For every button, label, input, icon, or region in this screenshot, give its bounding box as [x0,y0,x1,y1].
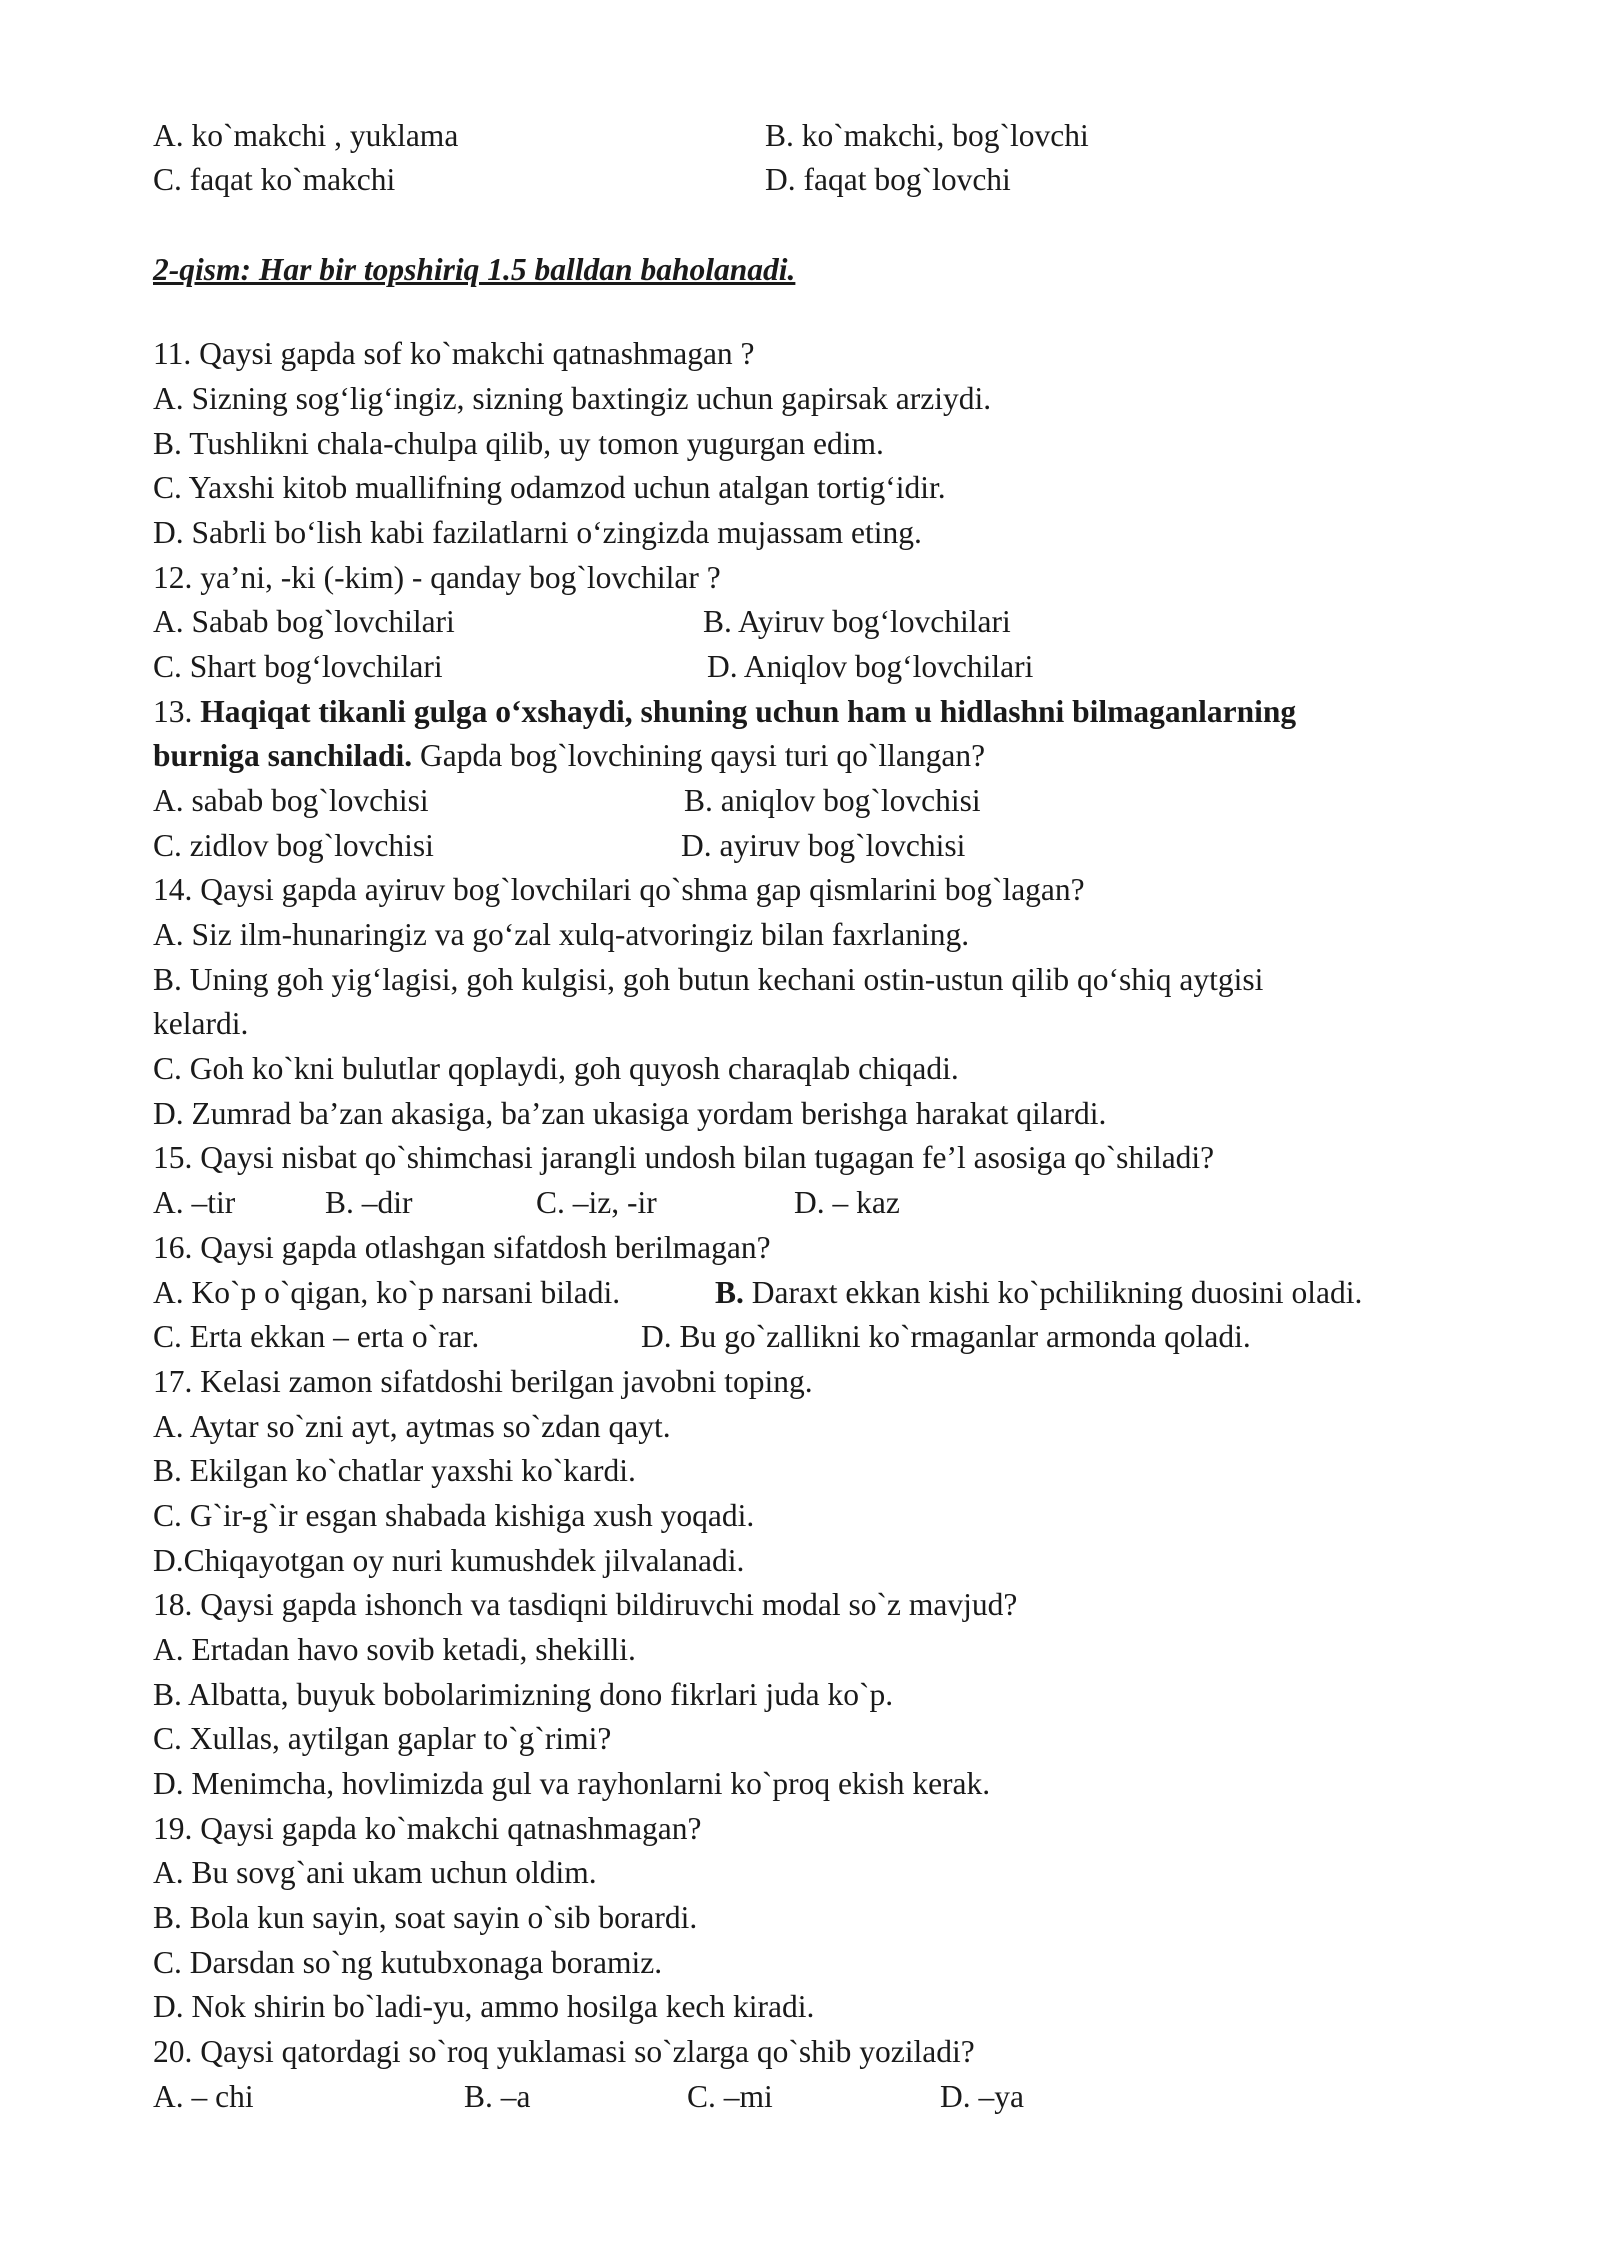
q13-quote-part-1: Haqiqat tikanli gulga o‘xshaydi, shuning uchun ham u hidlashni bilmaganlarning [200,694,1297,729]
q12-option-a: A. Sabab bog`lovchilari [153,604,455,639]
q11-question: 11. Qaysi gapda sof ko`makchi qatnashmagan ? [153,336,755,371]
q11-option-b: B. Tushlikni chala-chulpa qilib, uy tomon yugurgan edim. [153,426,884,461]
q13-option-c: C. zidlov bog`lovchisi [153,828,434,863]
q17-option-c: C. G`ir-g`ir esgan shabada kishiga xush yoqadi. [153,1498,755,1533]
q18-option-c: C. Xullas, aytilgan gaplar to`g`rimi? [153,1721,612,1756]
top-option-d: D. faqat bog`lovchi [765,162,1011,197]
q16-option-b [715,1273,1362,1313]
q19-question: 19. Qaysi gapda ko`makchi qatnashmagan? [153,1811,702,1846]
q15-question: 15. Qaysi nisbat qo`shimchasi jarangli undosh bilan tugagan fe’l asosiga qo`shiladi? [153,1140,1215,1175]
q14-option-c: C. Goh ko`kni bulutlar qoplaydi, goh quyosh charaqlab chiqadi. [153,1051,959,1086]
q18-option-a: A. Ertadan havo sovib ketadi, shekilli. [153,1632,636,1667]
q13-question-text: Gapda bog`lovchining qaysi turi qo`llangan? [419,738,986,773]
q18-option-b: B. Albatta, buyuk bobolarimizning dono fikrlari juda ko`p. [153,1677,894,1712]
q19-option-b: B. Bola kun sayin, soat sayin o`sib borardi. [153,1900,698,1935]
q17-option-d: D.Chiqayotgan oy nuri kumushdek jilvalanadi. [153,1543,745,1578]
q18-option-d: D. Menimcha, hovlimizda gul va rayhonlarni ko`proq ekish kerak. [153,1766,991,1801]
q16-options-row-1 [153,1273,1363,1313]
q12-option-c: C. Shart bog‘lovchilari [153,649,443,684]
q16-question: 16. Qaysi gapda otlashgan sifatdosh berilmagan? [153,1230,771,1265]
q13-option-d: D. ayiruv bog`lovchisi [681,828,966,863]
q20-option-b: B. –a [464,2079,531,2114]
q20-option-d: D. –ya [940,2079,1024,2114]
q13-quote-part-2: burniga sanchiladi. [153,738,413,773]
q13-options-row-1 [153,781,981,821]
top-options-row-1 [153,116,1089,156]
q12-question: 12. ya’ni, -ki (-kim) - qanday bog`lovchilar ? [153,560,721,595]
q14-option-b-line-2: kelardi. [153,1006,249,1041]
q12-option-b: B. Ayiruv bog‘lovchilari [703,604,1011,639]
q20-option-a: A. – chi [153,2079,254,2114]
q18-question: 18. Qaysi gapda ishonch va tasdiqni bildiruvchi modal so`z mavjud? [153,1587,1018,1622]
q11-option-d: D. Sabrli bo‘lish kabi fazilatlarni o‘zingizda mujassam eting. [153,515,922,550]
q20-option-c: C. –mi [687,2079,773,2114]
q13-number: 13. [153,694,193,729]
q13-question-line-1 [153,692,1296,732]
q14-option-a: A. Siz ilm-hunaringiz va go‘zal xulq-atvoringiz bilan faxrlaning. [153,917,970,952]
q14-question: 14. Qaysi gapda ayiruv bog`lovchilari qo`shma gap qismlarini bog`lagan? [153,872,1085,907]
q20-question: 20. Qaysi qatordagi so`roq yuklamasi so`zlarga qo`shib yoziladi? [153,2034,975,2069]
q16-options-row-2 [153,1317,1251,1357]
q13-option-a: A. sabab bog`lovchisi [153,783,429,818]
q16-option-b-letter: B. [715,1275,744,1310]
q19-option-c: C. Darsdan so`ng kutubxonaga boramiz. [153,1945,663,1980]
q14-option-b-line-1: B. Uning goh yig‘lagisi, goh kulgisi, goh butun kechani ostin-ustun qilib qo‘shiq aytgisi [153,962,1264,997]
q12-option-d: D. Aniqlov bog‘lovchilari [707,649,1034,684]
q17-option-b: B. Ekilgan ko`chatlar yaxshi ko`kardi. [153,1453,636,1488]
q16-option-c: C. Erta ekkan – erta o`rar. [153,1319,480,1354]
q17-option-a: A. Aytar so`zni ayt, aytmas so`zdan qayt. [153,1409,671,1444]
q13-option-b: B. aniqlov bog`lovchisi [684,783,981,818]
q11-option-a: A. Sizning sog‘lig‘ingiz, sizning baxtingiz uchun gapirsak arziydi. [153,381,992,416]
q12-options-row-1 [153,602,1011,642]
q11-option-c: C. Yaxshi kitob muallifning odamzod uchun atalgan tortig‘idir. [153,470,946,505]
q20-options-row [153,2077,1024,2117]
q15-option-b: B. –dir [325,1185,413,1220]
top-options-row-2 [153,160,1011,200]
top-option-c: C. faqat ko`makchi [153,162,396,197]
section-heading: 2-qism: Har bir topshiriq 1.5 balldan baholanadi. [153,252,796,287]
top-option-b: B. ko`makchi, bog`lovchi [765,118,1089,153]
q17-question: 17. Kelasi zamon sifatdoshi berilgan javobni toping. [153,1364,813,1399]
q15-option-a: A. –tir [153,1185,236,1220]
q19-option-a: A. Bu sovg`ani ukam uchun oldim. [153,1855,597,1890]
q14-option-d: D. Zumrad ba’zan akasiga, ba’zan ukasiga yordam berishga harakat qilardi. [153,1096,1107,1131]
q12-options-row-2 [153,647,1034,687]
q16-option-d: D. Bu go`zallikni ko`rmaganlar armonda qoladi. [641,1319,1251,1354]
q13-question-line-2 [153,736,985,776]
q16-option-a: A. Ko`p o`qigan, ko`p narsani biladi. [153,1275,621,1310]
q15-option-d: D. – kaz [794,1185,900,1220]
q13-options-row-2 [153,826,966,866]
q15-options-row [153,1183,900,1223]
q15-option-c: C. –iz, -ir [536,1185,657,1220]
q16-option-b-text: Daraxt ekkan kishi ko`pchilikning duosini oladi. [751,1275,1363,1310]
top-option-a: A. ko`makchi , yuklama [153,118,459,153]
q19-option-d: D. Nok shirin bo`ladi-yu, ammo hosilga kech kiradi. [153,1989,815,2024]
